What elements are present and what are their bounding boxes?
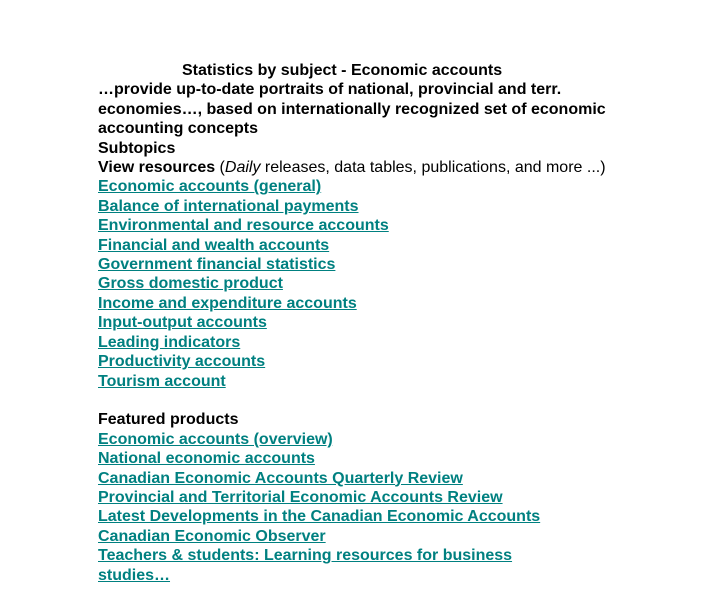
intro-text: …provide up-to-date portraits of national, provincial and terr. economies…, based on internationally recognized set of economic accounting concepts bbox=[98, 81, 606, 138]
featured-link-national-economic-accounts[interactable]: National economic accounts bbox=[98, 450, 315, 468]
subtopic-link-government-financial-statistics[interactable]: Government financial statistics bbox=[98, 256, 336, 274]
subtopic-link-tourism-account[interactable]: Tourism account bbox=[98, 372, 226, 390]
featured-link-economic-accounts-overview[interactable]: Economic accounts (overview) bbox=[98, 430, 333, 448]
view-resources-rest: releases, data tables, publications, and more ...) bbox=[260, 159, 606, 177]
view-resources-label: View resources bbox=[98, 159, 216, 177]
content-area bbox=[98, 61, 658, 585]
subtopic-link-economic-accounts-general[interactable]: Economic accounts (general) bbox=[98, 178, 322, 196]
subtopics-list bbox=[98, 177, 658, 390]
featured-link-provincial-territorial-review[interactable]: Provincial and Territorial Economic Accounts Review bbox=[98, 488, 503, 506]
view-resources-paren: ( bbox=[215, 159, 225, 177]
subtopics-heading: Subtopics bbox=[98, 139, 176, 157]
subtopic-link-input-output-accounts[interactable]: Input-output accounts bbox=[98, 314, 267, 332]
view-resources-daily: Daily bbox=[224, 159, 261, 177]
featured-link-canadian-economic-observer[interactable]: Canadian Economic Observer bbox=[98, 527, 326, 545]
featured-link-latest-developments[interactable]: Latest Developments in the Canadian Economic Accounts bbox=[98, 508, 541, 526]
subtopic-link-productivity-accounts[interactable]: Productivity accounts bbox=[98, 353, 266, 371]
featured-products-list bbox=[98, 430, 658, 585]
featured-link-quarterly-review[interactable]: Canadian Economic Accounts Quarterly Review bbox=[98, 469, 463, 487]
subtopic-link-financial-and-wealth-accounts[interactable]: Financial and wealth accounts bbox=[98, 236, 330, 254]
featured-link-teachers-students[interactable]: Teachers & students: Learning resources for business studies… bbox=[98, 547, 513, 584]
section-spacer bbox=[98, 391, 658, 410]
featured-products-heading: Featured products bbox=[98, 411, 239, 429]
page-title: Statistics by subject - Economic accounts bbox=[182, 62, 503, 79]
view-resources-line bbox=[98, 158, 618, 177]
subtopic-link-environmental-and-resource-accounts[interactable]: Environmental and resource accounts bbox=[98, 217, 389, 235]
subtopic-link-balance-of-international-payments[interactable]: Balance of international payments bbox=[98, 197, 359, 215]
subtopic-link-income-and-expenditure-accounts[interactable]: Income and expenditure accounts bbox=[98, 294, 357, 312]
subtopic-link-leading-indicators[interactable]: Leading indicators bbox=[98, 333, 241, 351]
subtopic-link-gross-domestic-product[interactable]: Gross domestic product bbox=[98, 275, 283, 293]
